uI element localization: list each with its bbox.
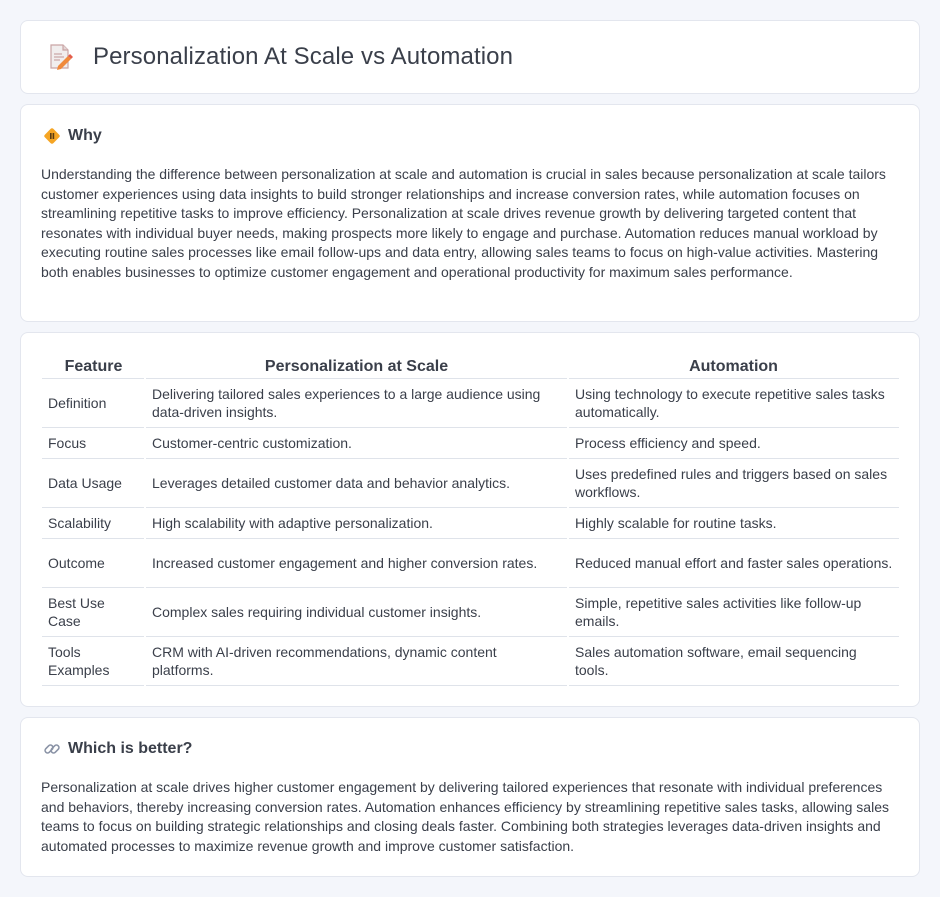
link-icon	[43, 740, 61, 758]
personalization-cell: High scalability with adaptive personalization.	[145, 507, 568, 538]
personalization-cell: Customer-centric customization.	[145, 427, 568, 458]
header-row	[47, 43, 513, 71]
why-card	[20, 104, 920, 322]
automation-cell: Process efficiency and speed.	[568, 427, 899, 458]
table-row	[42, 458, 899, 507]
table-row	[42, 378, 899, 427]
automation-cell: Uses predefined rules and triggers based on sales workflows.	[568, 458, 899, 507]
header-personalization: Personalization at Scale	[145, 354, 568, 378]
comparison-table	[42, 354, 899, 686]
better-title: Which is better?	[68, 740, 193, 757]
feature-cell: Tools Examples	[42, 636, 145, 685]
document-pen-icon	[47, 43, 73, 71]
feature-cell: Scalability	[42, 507, 145, 538]
header-card	[20, 20, 920, 94]
diamond-sign-icon	[43, 127, 61, 145]
why-heading	[43, 127, 102, 145]
table-header-row	[42, 354, 899, 378]
personalization-cell: Complex sales requiring individual customer insights.	[145, 587, 568, 636]
personalization-cell: Increased customer engagement and higher conversion rates.	[145, 538, 568, 587]
personalization-cell: CRM with AI-driven recommendations, dynamic content platforms.	[145, 636, 568, 685]
table-row	[42, 427, 899, 458]
feature-cell: Best Use Case	[42, 587, 145, 636]
feature-cell: Outcome	[42, 538, 145, 587]
feature-cell: Definition	[42, 378, 145, 427]
table-row	[42, 636, 899, 685]
header-automation: Automation	[568, 354, 899, 378]
page-title: Personalization At Scale vs Automation	[93, 43, 514, 70]
feature-cell: Focus	[42, 427, 145, 458]
why-title: Why	[68, 127, 102, 144]
automation-cell: Using technology to execute repetitive sales tasks automatically.	[568, 378, 899, 427]
table-row	[42, 538, 899, 587]
comparison-table-card	[20, 332, 920, 707]
better-heading	[43, 740, 192, 758]
table-row	[42, 587, 899, 636]
automation-cell: Reduced manual effort and faster sales operations.	[568, 538, 899, 587]
automation-cell: Simple, repetitive sales activities like follow-up emails.	[568, 587, 899, 636]
feature-cell: Data Usage	[42, 458, 145, 507]
header-feature: Feature	[42, 354, 145, 378]
personalization-cell: Leverages detailed customer data and behavior analytics.	[145, 458, 568, 507]
why-text: Understanding the difference between personalization at scale and automation is crucial in sales because personalization at scale tailors customer experiences using data insights to build stronger relationships and increase conversion rates, while automation focuses on streamlining repetitive tasks to improve efficiency. Personalization at scale drives revenue growth by delivering targeted content that resonates with individual buyer needs, making prospects more likely to engage and purchase. Automation reduces manual workload by executing routine sales processes like email follow-ups and data entry, allowing sales teams to focus on high-value activities. Mastering both enables businesses to optimize customer engagement and operational productivity for maximum sales performance.	[41, 166, 886, 280]
better-text: Personalization at scale drives higher customer engagement by delivering tailored experiences that resonate with individual preferences and behaviors, thereby increasing conversion rates. Automation enhances efficiency by streamlining repetitive sales tasks, allowing sales teams to focus on building strategic relationships and closing deals faster. Combining both strategies leverages data-driven insights and automated processes to maximize revenue growth and improve customer satisfaction.	[41, 779, 889, 854]
table-row	[42, 507, 899, 538]
automation-cell: Sales automation software, email sequencing tools.	[568, 636, 899, 685]
which-is-better-card	[20, 717, 920, 877]
automation-cell: Highly scalable for routine tasks.	[568, 507, 899, 538]
personalization-cell: Delivering tailored sales experiences to a large audience using data-driven insights.	[145, 378, 568, 427]
